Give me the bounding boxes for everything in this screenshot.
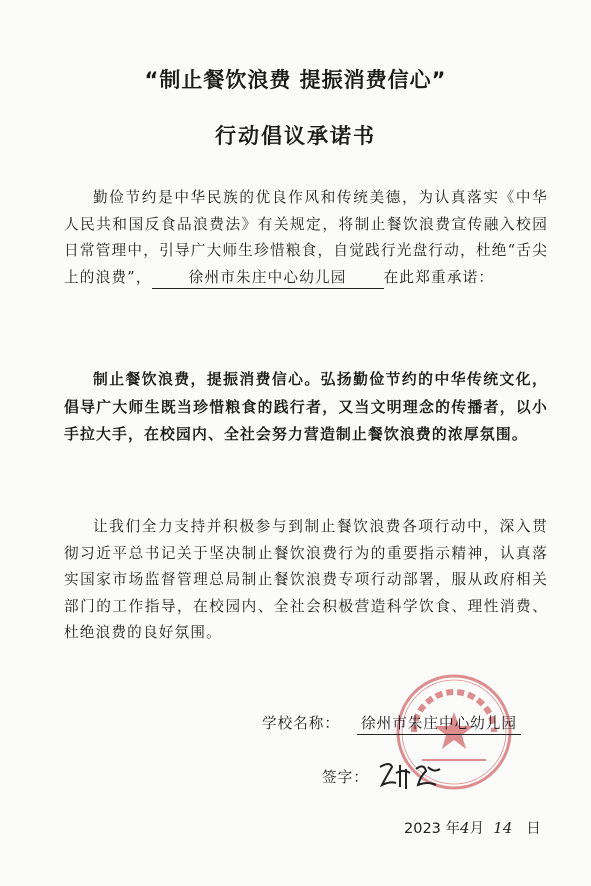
paragraph-1-text-a: 勤俭节约是中华民族的优良作风和传统美德，为认真落实《中华人民共和国反食品浪费法》有关规定，将制止餐饮浪费宣传融入校园日常管理中，引导广大师生珍惜粮食，自觉践行光盘行动，杜绝“舌尖上的浪费”，	[64, 189, 548, 286]
title-line-2: 行动倡议承诺书	[215, 124, 376, 148]
paragraph-2: 制止餐饮浪费，提振消费信心。弘扬勤俭节约的中华传统文化，倡导广大师生既当珍惜粮食的践行者，又当文明理念的传播者，以小手拉大手，在校园内、全社会努力营造制止餐饮浪费的浓厚氛围。	[64, 371, 548, 443]
paragraph-1-text-b: 在此郑重承诺：	[383, 268, 495, 286]
date-month-unit: 月	[469, 821, 485, 837]
date-year: 2023	[404, 821, 441, 837]
title-line-1: “制止餐饮浪费 提振消费信心”	[144, 68, 447, 92]
school-name-value: 徐州市朱庄中心幼儿园	[357, 712, 521, 735]
signature-label: 签字：	[322, 769, 369, 786]
school-name-label: 学校名称：	[262, 715, 340, 732]
date-day: 14	[493, 819, 513, 837]
date-day-unit: 日	[526, 821, 541, 837]
paragraph-1-school-name: 徐州市朱庄中心幼儿园	[152, 268, 384, 289]
date	[404, 817, 541, 838]
handwritten-signature-icon	[376, 755, 446, 795]
paragraph-3: 让我们全力支持并积极参与到制止餐饮浪费各项行动中，深入贯彻习近平总书记关于坚决制止餐饮浪费行为的重要指示精神，认真落实国家市场监督管理总局制止餐饮浪费专项行动部署，服从政府相关部门的工作指导，在校园内、全社会积极营造科学饮食、理性消费、杜绝浪费的良好氛围。	[64, 518, 548, 641]
paragraph-1	[64, 185, 548, 291]
date-month: 4	[460, 819, 470, 837]
date-year-unit: 年	[445, 821, 461, 837]
